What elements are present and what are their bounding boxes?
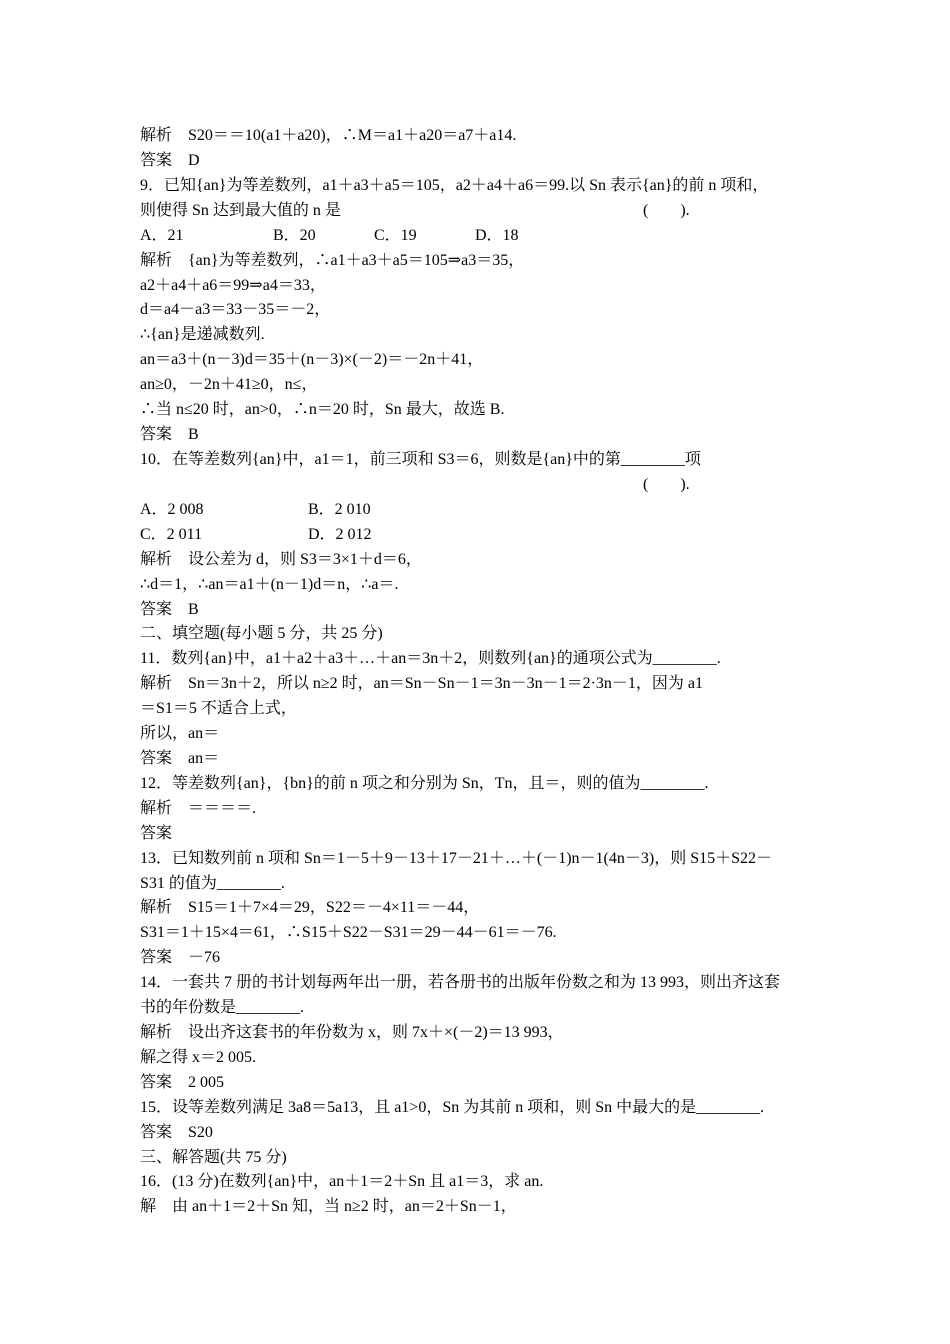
- solution-text: ∴当 n≤20 时，an>0，∴n＝20 时，Sn 最大，故选 B.: [140, 401, 505, 418]
- answer-text: 答案 B: [140, 426, 199, 443]
- answer-text: 答案 D: [140, 152, 200, 169]
- solution-text: a2＋a4＋a6＝99⇒a4＝33，: [140, 277, 326, 294]
- option-d: D．2 012: [308, 526, 372, 543]
- solution-text: an＝a3＋(n－3)d＝35＋(n－3)×(－2)＝－2n＋41，: [140, 351, 484, 368]
- option-a: A．21: [140, 227, 184, 244]
- answer-text: 答案 －76: [140, 949, 221, 966]
- solution-text: 解之得 x＝2 005.: [140, 1049, 257, 1066]
- question-16-text: 16．(13 分)在数列{an}中，an＋1＝2＋Sn 且 a1＝3，求 an.: [140, 1173, 544, 1190]
- answer-text: 答案 S20: [140, 1124, 213, 1141]
- answer-text: 答案 an＝: [140, 750, 220, 767]
- question-11-text: 11．数列{an}中，a1＋a2＋a3＋…＋an＝3n＋2，则数列{an}的通项公式为________.: [140, 650, 721, 667]
- solution-text: 解析 ＝＝＝＝.: [140, 800, 257, 817]
- answer-text: 答案 B: [140, 601, 199, 618]
- option-c: C．19: [374, 227, 417, 244]
- question-9-text: 9．已知{an}为等差数列，a1＋a3＋a5＝105，a2＋a4＋a6＝99.以 Sn 表示{an}的前 n 项和，: [140, 177, 769, 194]
- answer-text: 答案 2 005: [140, 1074, 225, 1091]
- question-13-text-cont: S31 的值为________.: [140, 875, 285, 892]
- solution-text: 解析 设公差为 d，则 S3＝3×1＋d＝6，: [140, 551, 422, 568]
- option-a: A．2 008: [140, 501, 204, 518]
- solution-text: an≥0，－2n＋41≥0，n≤，: [140, 376, 318, 393]
- solution-text: S31＝1＋15×4＝61，∴S15＋S22－S31＝29－44－61＝－76.: [140, 924, 557, 941]
- solution-text: ＝S1＝5 不适合上式，: [140, 700, 297, 717]
- solution-text: 解 由 an＋1＝2＋Sn 知，当 n≥2 时，an＝2＋Sn－1，: [140, 1198, 517, 1215]
- section-heading: 二、填空题(每小题 5 分，共 25 分): [140, 625, 383, 642]
- solution-text: 解析 S20＝＝10(a1＋a20)，∴M＝a1＋a20＝a7＋a14.: [140, 127, 517, 144]
- section-heading: 三、解答题(共 75 分): [140, 1149, 287, 1166]
- question-14-text: 14．一套共 7 册的书计划每两年出一册，若各册书的出版年份数之和为 13 993，则出齐这套: [140, 974, 781, 991]
- solution-text: ∴{an}是递减数列.: [140, 326, 265, 343]
- answer-text: 答案: [140, 825, 173, 842]
- question-13-text: 13．已知数列前 n 项和 Sn＝1－5＋9－13＋17－21＋…＋(－1)n－1(4n－3)，则 S15＋S22－: [140, 850, 773, 867]
- question-12-text: 12．等差数列{an}，{bn}的前 n 项之和分别为 Sn，Tn，且＝，则的值为________.: [140, 775, 709, 792]
- option-b: B．20: [273, 227, 316, 244]
- answer-paren: ( ).: [643, 476, 690, 493]
- option-c: C．2 011: [140, 526, 203, 543]
- question-14-text-cont: 书的年份数是________.: [140, 999, 305, 1016]
- option-d: D．18: [475, 227, 519, 244]
- solution-text: ∴d＝1，∴an＝a1＋(n－1)d＝n，∴a＝.: [140, 576, 399, 593]
- question-9-text-cont: 则使得 Sn 达到最大值的 n 是: [140, 202, 341, 219]
- solution-text: 解析 Sn＝3n＋2，所以 n≥2 时，an＝Sn－Sn－1＝3n－3n－1＝2·3n－1，因为 a1: [140, 675, 704, 692]
- solution-text: 所以，an＝: [140, 725, 220, 742]
- solution-text: 解析 S15＝1＋7×4＝29，S22＝－4×11＝－44，: [140, 899, 480, 916]
- solution-text: 解析 {an}为等差数列，∴a1＋a3＋a5＝105⇒a3＝35，: [140, 252, 525, 269]
- question-10-text: 10．在等差数列{an}中，a1＝1，前三项和 S3＝6，则数是{an}中的第________项: [140, 451, 701, 468]
- option-b: B．2 010: [308, 501, 371, 518]
- solution-text: 解析 设出齐这套书的年份数为 x，则 7x＋×(－2)＝13 993，: [140, 1024, 564, 1041]
- question-15-text: 15．设等差数列满足 3a8＝5a13，且 a1>0，Sn 为其前 n 项和，则 Sn 中最大的是________.: [140, 1099, 765, 1116]
- answer-paren: ( ).: [643, 202, 690, 219]
- solution-text: d＝a4－a3＝33－35＝－2，: [140, 301, 331, 318]
